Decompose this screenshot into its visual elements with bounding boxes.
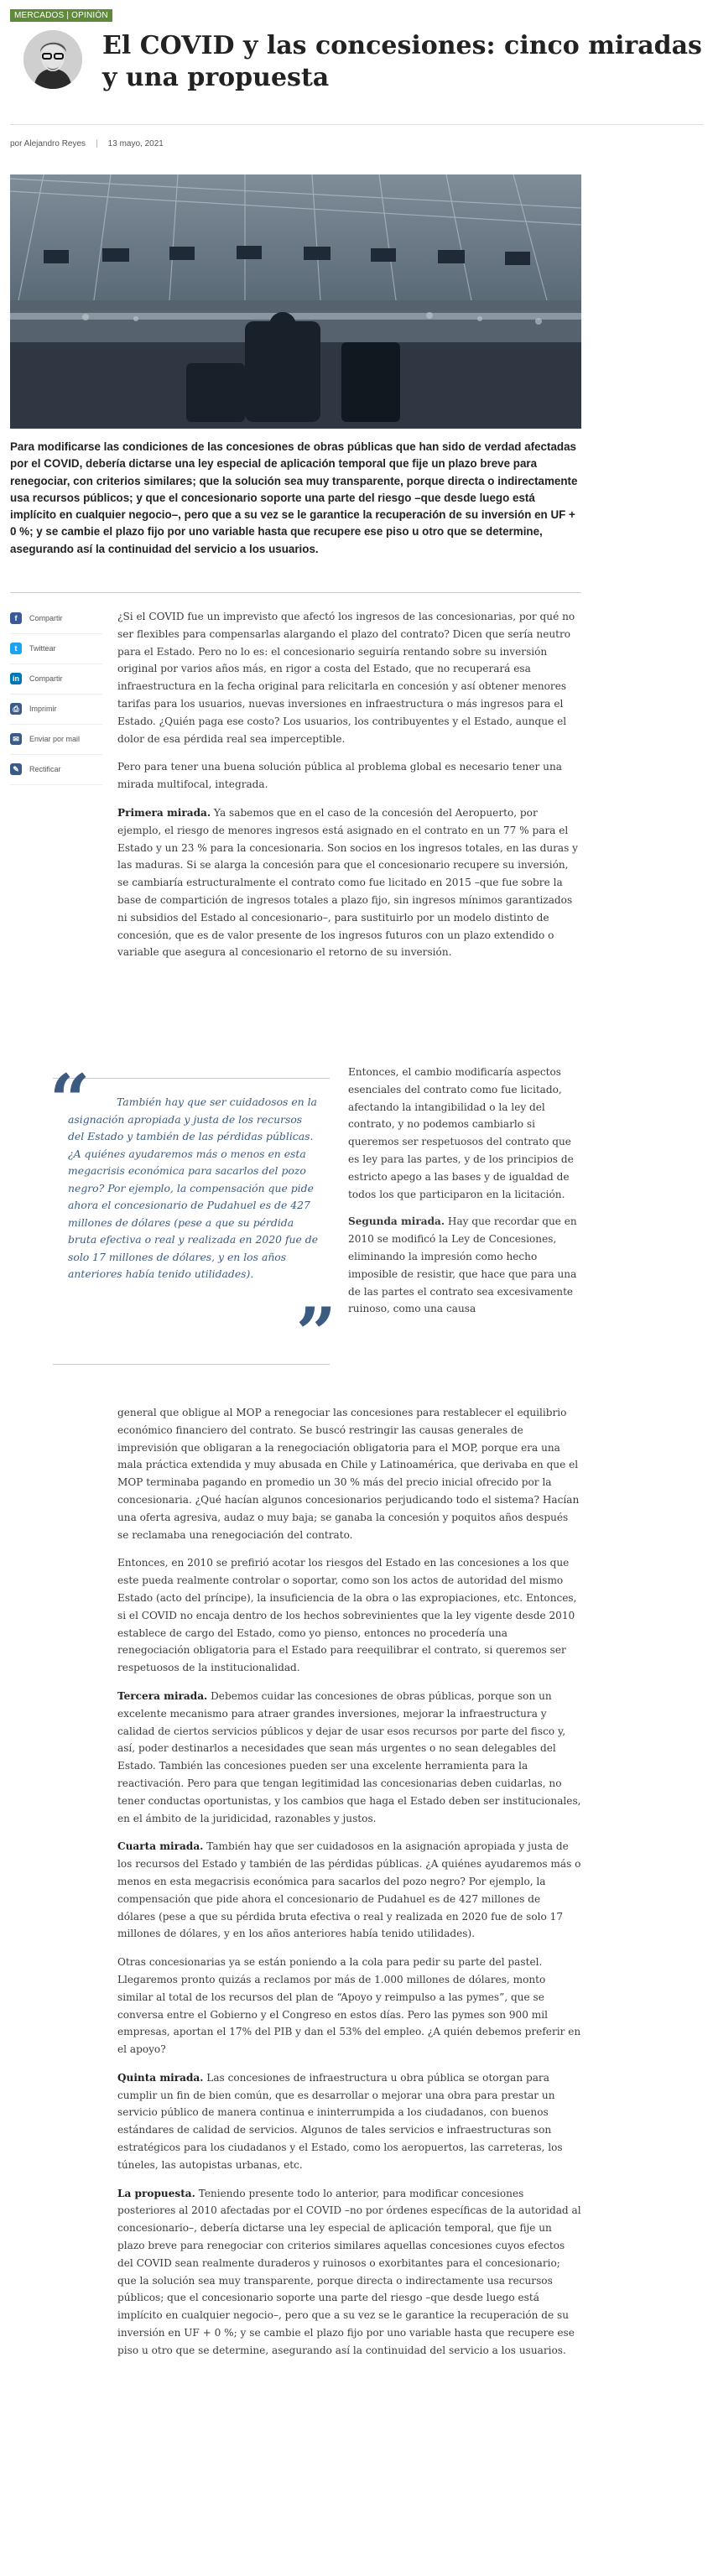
share-item-rectificar[interactable] <box>10 761 102 785</box>
publish-date: 13 mayo, 2021 <box>107 139 164 148</box>
open-quote-icon: “ <box>49 1059 91 1142</box>
author-name[interactable]: por Alejandro Reyes <box>10 139 86 148</box>
paragraph: general que obligue al MOP a renegociar las concesiones para restablecer el equilibrio económico financiero del contrato. Se buscó restringir las causas generales de imprevisión que obligaran a la renegociación obligatoria para el MOP, porque era una mala práctica extendida y muy abusada en Chile y Latinoamérica, que derivaba en que el MOP terminaba pagando en promedio un 30 % más del precio inicial ofrecido por la concesionaria. ¿Qué hacían algunos concesionarios perjudicando todo el sistema? Hacían una oferta agresiva, audaz o muy baja; se ganaba la concesión y poquitos años después se reclamaba una renegociación del contrato. <box>117 1407 580 1541</box>
paragraph: Pero para tener una buena solución pública al problema global es necesario tener una mirada multifocal, integrada. <box>117 761 562 791</box>
article-body-top <box>117 608 581 972</box>
author-avatar <box>23 30 82 89</box>
paragraph-text: Hay que recordar que en 2010 se modificó la Ley de Concesiones, eliminando la impresión como hecho imposible de resistir, que hace que para una de las partes el contrato sea excesivamente ruinoso, como una causa <box>348 1215 577 1315</box>
share-toolbar <box>10 610 102 791</box>
facebook-icon: f <box>10 612 22 624</box>
twitter-icon: t <box>10 643 22 654</box>
paragraph: Entonces, en 2010 se prefirió acotar los riesgos del Estado en las concesiones a los que este pueda realmente controlar o soportar, como son los actos de autoridad del mismo Estado (acto del príncipe), la insuficiencia de la obra o las expropiaciones, etc. Entonces, si el COVID no encaja dentro de los hechos sobrevinientes que la ley vigente desde 2010 establece de cargo del Estado, como yo pienso, entonces no procedería una renegociación obligatoria para el Estado para reequilibrar el contrato, si queremos ser respetuosos de la institucionalidad. <box>117 1557 577 1674</box>
share-item-compartir[interactable] <box>10 610 102 634</box>
paragraph <box>348 1213 581 1318</box>
share-item-label: Enviar por mail <box>29 735 81 743</box>
article-title: El COVID y las concesiones: cinco miradas y una propuesta <box>102 31 702 92</box>
section-tag[interactable]: MERCADOS | OPINIÓN <box>10 9 112 22</box>
article-lead: Para modificarse las condiciones de las concesiones de obras públicas que han sido de verdad afectadas por el COVID, debería dictarse una ley especial de aplicación temporal que fije un plazo breve para renegociar, con criterios similares; que la solución sea muy transparente, porque directa o indirectamente usa recursos públicos; y que el concesionario soporte una parte del riesgo –que desde luego está implícito en cualquier negocio–, pero que a su vez se le garantice la recuperación de su inversión en UF + 0 %; y se cambie el plazo fijo por uno variable hasta que recupere ese piso u otro que se determine, asegurando así la continuidad del servicio a los usuarios. <box>10 440 578 555</box>
author-portrait-icon <box>23 30 82 89</box>
lead-divider <box>10 592 581 593</box>
share-item-compartir[interactable] <box>10 670 102 695</box>
share-item-label: Twittear <box>29 644 56 653</box>
header-divider <box>10 124 703 125</box>
linkedin-icon: in <box>10 673 22 684</box>
paragraph <box>117 2069 581 2174</box>
print-icon: ⎙ <box>10 703 22 715</box>
article-body-bottom <box>117 1404 581 2370</box>
share-item-enviar-por-mail[interactable] <box>10 731 102 755</box>
section-label: La propuesta. <box>117 2187 195 2199</box>
pull-quote-body: También hay que ser cuidadosos en la asignación apropiada y justa de los recursos del Estado y también de las pérdidas públicas. ¿A quiénes ayudaremos más o menos en esta megacrisis económica para sacarlos del pozo negro? Por ejemplo, la compensación que pide ahora el concesionario de Pudahuel es de 427 millones de dólares (pese a que su pérdida bruta efectiva o real y realizada en 2020 fue de solo 17 millones de dólares, y en los años anteriores había tenido utilidades). <box>68 1095 319 1280</box>
share-item-imprimir[interactable] <box>10 700 102 725</box>
mail-icon: ✉ <box>10 733 22 745</box>
share-item-label: Compartir <box>29 614 63 622</box>
article-meta <box>10 139 164 148</box>
paragraph-text: Teniendo presente todo lo anterior, para modificar concesiones posteriores al 2010 afectadas por el COVID –no por órdenes específicas de la autoridad al concesionario–, debería dictarse una ley especial de aplicación temporal, que fije un plazo breve para renegociar con criterios similares aquellas concesiones cuyos efectos del COVID sean realmente duraderos y ruinosos o exorbitantes para el concesionario; que la solución sea muy transparente, porque directa o indirectamente usa recursos públicos; que el concesionario soporte una parte del riesgo –que desde luego está implícito en cualquier negocio–, pero que a su vez se le garantice la recuperación de su inversión en UF + 0 %; y se cambie el plazo fijo por uno variable hasta que recupere ese piso u otro que se determine, asegurando así la continuidad del servicio a los usuarios. <box>117 2187 581 2356</box>
paragraph: Otras concesionarias ya se están poniendo a la cola para pedir su parte del pastel. Llegaremos pronto quizás a reclamos por más de 1.000 millones de dólares, monto similar al total de los recursos del plan de “Apoyo y reimpulso a las pymes”, que se conversa entre el Gobierno y el Congreso en estos días. Pero las pymes son 900 mil empresas, aportan el 17% del PIB y dan el 53% del empleo. ¿A quién debemos preferir en el apoyo? <box>117 1956 581 2056</box>
share-item-twittear[interactable] <box>10 640 102 664</box>
pull-quote-text <box>68 1094 320 1283</box>
section-label: Tercera mirada. <box>117 1689 208 1702</box>
paragraph: ¿Si el COVID fue un imprevisto que afectó los ingresos de las concesionarias, por qué no ser flexibles para compensarlas alargando el plazo del contrato? Dicen que sería neutro para el Estado. Pero no lo es: el concesionario seguiría rentando sobre su inversión original por varios años más, en rigor a costa del Estado, que no recuperará esa infraestructura en la fecha original para relicitarla en concesión y así obtener menores tarifas para los usuarios, nuevas inversiones en infraestructura o más ingresos para el Estado. ¿Quién paga ese costo? Los usuarios, los contribuyentes y el Estado, aunque el dolor de esa pérdida real sea imperceptible. <box>117 611 575 745</box>
paragraph-text: También hay que ser cuidadosos en la asignación apropiada y justa de los recursos del Estado y también de las pérdidas públicas. ¿A quiénes ayudaremos más o menos en esta megacrisis económica para sacarlos del pozo negro? Por ejemplo, la compensación que pide ahora el concesionario de Pudahuel es de 427 millones de dólares (pese a que su pérdida bruta efectiva o real y realizada en 2020 fue de solo 17 millones de dólares, y en los años anteriores había tenido utilidades). <box>117 1840 581 1940</box>
section-label: Quinta mirada. <box>117 2071 204 2084</box>
section-label: Primera mirada. <box>117 806 211 819</box>
paragraph-text: Ya sabemos que en el caso de la concesión del Aeropuerto, por ejemplo, el riesgo de menores ingresos está asignado en el contrato en un 77 % para el Estado y un 23 % para la concesionaria. Son socios en los ingresos totales, en las duras y las maduras. Si se alarga la concesión para que el concesionario recupere su inversión, se cambiaría estructuralmente el contrato como fue licitado en 2015 –que fue sobre la base de compartición de ingresos totales a plazo fijo, sin ingresos mínimos garantizados ni subsidios del Estado al concesionario–, para sustituirlo por un modelo distinto de concesión, que es de valor presente de los ingresos futuros con un plazo extendido o variable que asegura al concesionario el retorno de su inversión. <box>117 806 579 959</box>
section-label: Segunda mirada. <box>348 1215 445 1228</box>
share-item-label: Rectificar <box>29 765 61 773</box>
airport-photo-icon <box>10 174 581 429</box>
hero-image <box>10 174 581 429</box>
paragraph-text: Debemos cuidar las concesiones de obras públicas, porque son un excelente mecanismo para atraer grandes inversiones, mejorar la infraestructura y calidad de ciertos servicios públicos y dejar de usar esos recursos por parte del fisco y, así, poder destinarlos a necesidades que sean más urgentes o no sean delegables del Estado. También las concesiones pueden ser una excelente herramienta para la reactivación. Pero para que tengan legitimidad las concesionarias deben cuidarlas, no tener conductas oportunistas, y los cambios que haga el Estado deben ser institucionales, en el ámbito de la juridicidad, razonables y justos. <box>117 1689 581 1824</box>
meta-separator: | <box>96 139 98 148</box>
paragraph <box>117 2185 581 2360</box>
edit-icon: ✎ <box>10 763 22 775</box>
paragraph <box>117 1688 581 1827</box>
paragraph <box>117 1838 581 1943</box>
close-quote-icon: ” <box>295 1292 336 1375</box>
paragraph: Entonces, el cambio modificaría aspectos esenciales del contrato como fue licitado, afectando la intangibilidad o la ley del contrato, y no podemos cambiarlo si queremos ser respetuosos del contrato que es ley para las partes, y de los principios de estricto apego a las bases y de igualdad de todos los que participaron en la licitación. <box>348 1066 574 1200</box>
paragraph-text: Las concesiones de infraestructura u obra pública se otorgan para cumplir un fin de bien común, que es desarrollar o mejorar una obra para prestar un servicio público de manera continua e ininterrumpida a los ciudadanos, con buenos estándares de calidad de servicios. Algunos de tales servicios e infraestructuras son estratégicos para los ciudadanos y el Estado, como los aeropuertos, las carreteras, los túneles, las autopistas urbanas, etc. <box>117 2071 563 2171</box>
paragraph <box>117 804 581 961</box>
share-item-label: Imprimir <box>29 705 57 713</box>
article-body-right <box>348 1064 581 1328</box>
share-item-label: Compartir <box>29 674 63 683</box>
section-label: Cuarta mirada. <box>117 1840 204 1853</box>
pull-quote <box>49 1059 336 1375</box>
